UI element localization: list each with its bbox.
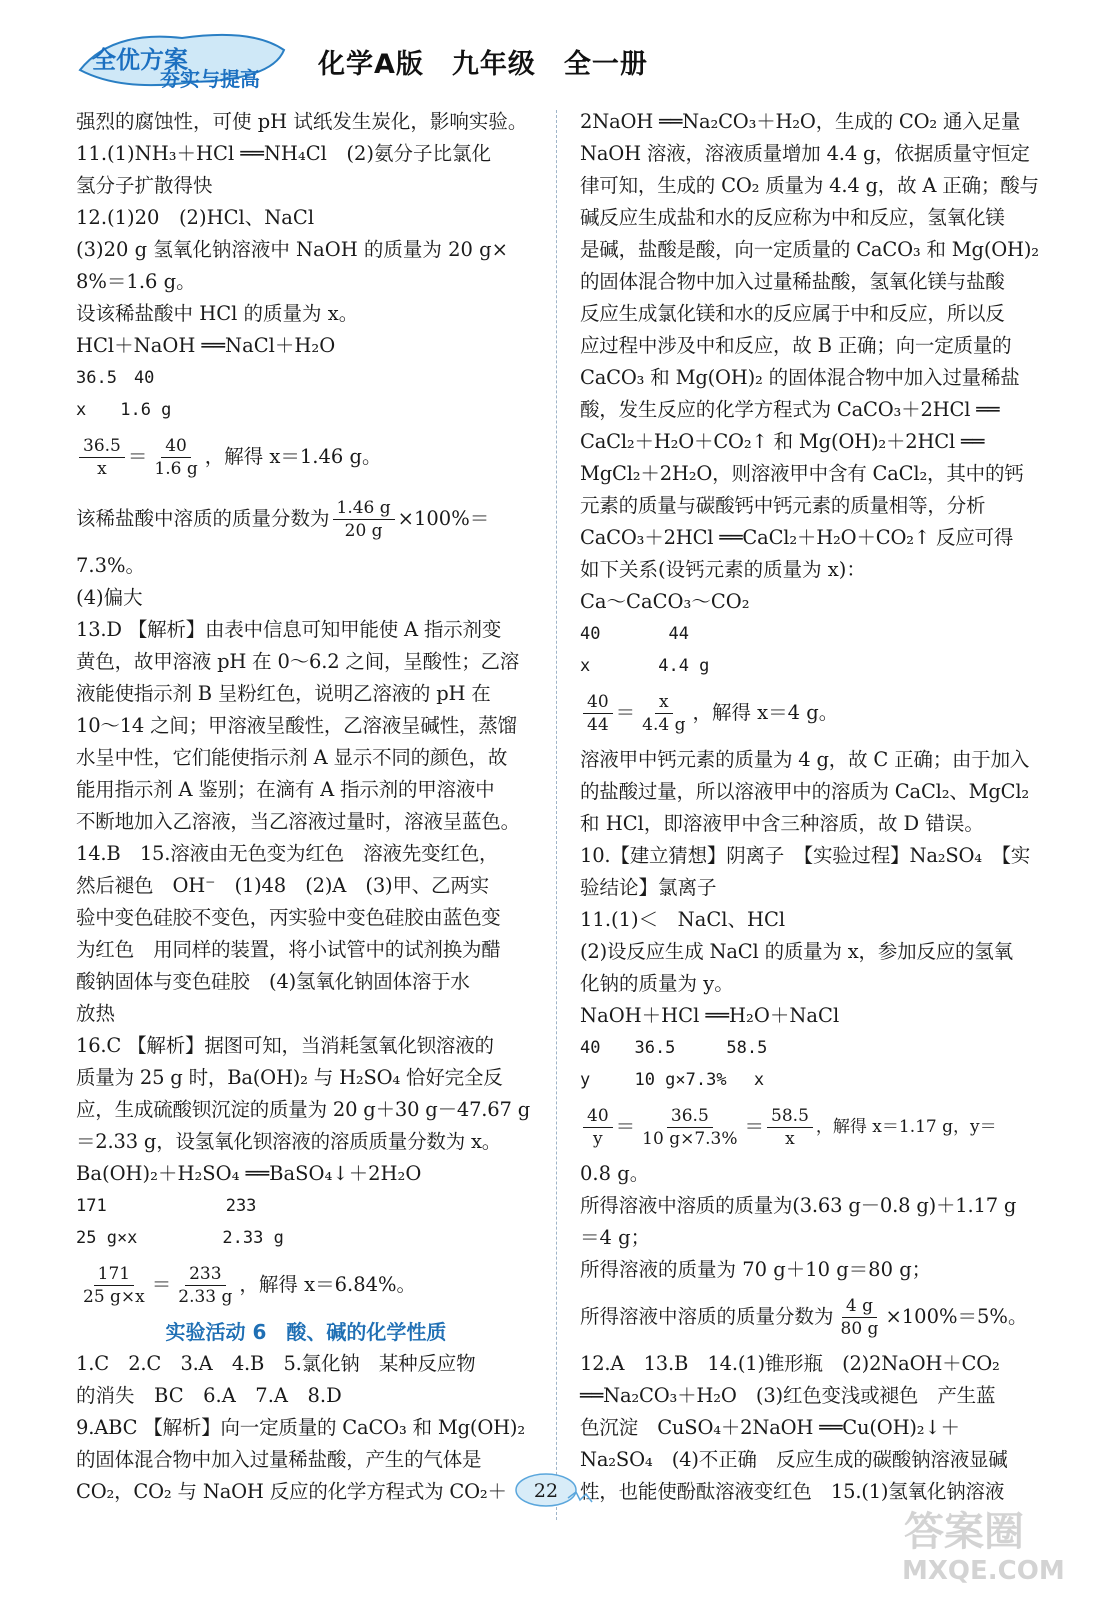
column-divider [556,110,557,1520]
text-line: 反应生成氯化镁和水的反应属于中和反应，所以反 [580,302,1005,325]
page-header [72,20,1032,100]
fraction: $\frac{58.5}{x}$ [767,1105,813,1150]
text-line: 能用指示剂 A 鉴别；在滴有 A 指示剂的甲溶液中 [76,778,495,801]
equation-line: x 4.4 g [580,656,710,676]
text-line: 10.【建立猜想】阴离子 【实验过程】Na₂SO₄ 【实 [580,844,1031,867]
series-logo [72,20,292,100]
equation-line: HCl＋NaOH ══NaCl＋H₂O [76,334,336,357]
text-line: 1.C 2.C 3.A 4.B 5.氯化钠 某种反应物 [76,1352,476,1375]
text-line: 的固体混合物中加入过量稀盐酸，产生的气体是 [76,1448,482,1471]
text-line: Na₂SO₄ (4)不正确 反应生成的碳酸钠溶液显碱 [580,1448,1008,1471]
page-number-cloud-icon [506,1468,596,1514]
fraction: $\frac{4 g}{80 g}$ [840,1295,879,1339]
text-line: 氢分子扩散得快 [76,174,213,197]
text-line: 液能使指示剂 B 呈粉红色，说明乙溶液的 pH 在 [76,682,491,705]
fraction: $\frac{40}{1.6 g}$ [154,435,198,479]
fraction-equation: $\frac{40}{44}$ ＝ $\frac{x}{4.4 g}$ ，解得 x＝4 g。 [580,682,1040,744]
text-line: 12.(1)20 (2)HCl、NaCl [76,206,315,229]
text-line: 质量为 25 g 时，Ba(OH)₂ 与 H₂SO₄ 恰好完全反 [76,1066,503,1089]
text-line: 8%＝1.6 g。 [76,270,196,293]
text-line: 酸钠固体与变色硅胶 (4)氢氧化钠固体溶于水 [76,970,470,993]
text-line: 12.A 13.B 14.(1)锥形瓶 (2)2NaOH＋CO₂ [580,1352,1000,1375]
fraction: $\frac{40}{y}$ [583,1105,613,1150]
text-line: 11.(1)＜ NaCl、HCl [580,908,786,931]
equation-line: y 10 g×7.3% x [580,1070,765,1090]
text-line: CaCl₂＋H₂O＋CO₂↑ 和 Mg(OH)₂＋2HCl ══ [580,430,985,453]
logo-line2: 夯实与提高 [160,67,260,91]
equation-line: 171 233 [76,1196,257,1216]
watermark [882,1500,1082,1592]
logo-banner-icon [72,20,292,100]
equation-line: 36.5 40 [76,368,155,388]
text-line: (3)20 g 氢氧化钠溶液中 NaOH 的质量为 20 g× [76,238,508,261]
text-line: NaOH 溶液，溶液质量增加 4.4 g，依据质量守恒定 [580,142,1030,165]
text-line: 应，生成硫酸钡沉淀的质量为 20 g＋30 g－47.67 g [76,1098,530,1121]
text-line: 色沉淀 CuSO₄＋2NaOH ══Cu(OH)₂↓＋ [580,1416,960,1439]
text-line: 性，也能使酚酞溶液变红色 15.(1)氢氧化钠溶液 [580,1480,1005,1503]
text-line: 为红色 用同样的装置，将小试管中的试剂换为醋 [76,938,501,961]
logo-line1: 全优方案 [92,46,188,74]
fraction-equation: $\frac{36.5}{x}$ ＝ $\frac{40}{1.6 g}$ ，解得 x＝1.46 g。 [76,426,536,488]
fraction: $\frac{233}{2.33 g}$ [178,1263,233,1307]
fraction: $\frac{171}{25 g\times x}$ [83,1263,145,1307]
text-line: MgCl₂＋2H₂O，则溶液甲中含有 CaCl₂，其中的钙 [580,462,1024,485]
fraction-equation: 该稀盐酸中溶质的质量分数为 $\frac{1.46 g}{20 g}$ ×100%＝ [76,497,490,541]
text-line: 是碱，盐酸是酸，向一定质量的 CaCO₃ 和 Mg(OH)₂ [580,238,1039,261]
text-line: 如下关系(设钙元素的质量为 x)： [580,558,866,581]
text-line: 13.D 【解析】由表中信息可知甲能使 A 指示剂变 [76,618,502,641]
text-line: 应过程中涉及中和反应，故 B 正确；向一定质量的 [580,334,1012,357]
text-line: 强烈的腐蚀性，可使 pH 试纸发生炭化，影响实验。 [76,110,528,133]
text-line: ══Na₂CO₃＋H₂O (3)红色变浅或褪色 产生蓝 [580,1384,996,1407]
text-line: 酸，发生反应的化学方程式为 CaCO₃＋2HCl ══ [580,398,1000,421]
left-column [76,106,536,1508]
right-column [580,106,1040,1508]
text-line: 水呈中性，它们能使指示剂 A 显示不同的颜色，故 [76,746,508,769]
text-line: 16.C 【解析】据图可知，当消耗氢氧化钡溶液的 [76,1034,494,1057]
text-line: CO₂，CO₂ 与 NaOH 反应的化学方程式为 CO₂＋ [76,1480,507,1503]
fraction: $\frac{36.5}{10 g\times 7.3\%}$ [642,1105,738,1149]
text-line: (4)偏大 [76,586,143,609]
text-line: 然后褪色 OH⁻ (1)48 (2)A (3)甲、乙两实 [76,874,489,897]
text-line: 设该稀盐酸中 HCl 的质量为 x。 [76,302,359,325]
text-line: 2NaOH ══Na₂CO₃＋H₂O，生成的 CO₂ 通入足量 [580,110,1021,133]
text-line: 7.3%。 [76,554,146,577]
text-line: 不断地加入乙溶液，当乙溶液过量时，溶液呈蓝色。 [76,810,520,833]
equation-line: NaOH＋HCl ══H₂O＋NaCl [580,1004,840,1027]
text-line: CaCO₃＋2HCl ══CaCl₂＋H₂O＋CO₂↑ 反应可得 [580,526,1014,549]
text-line: 和 HCl，即溶液甲中含三种溶质，故 D 错误。 [580,812,984,835]
fraction-equation: $\frac{171}{25 g\times x}$ ＝ $\frac{233}{2.33 g}$ ，解得 x＝6.84%。 [76,1254,536,1316]
text-line: 10～14 之间；甲溶液呈酸性，乙溶液呈碱性，蒸馏 [76,714,517,737]
text-line: 律可知，生成的 CO₂ 质量为 4.4 g，故 A 正确；酸与 [580,174,1039,197]
text-line: 的固体混合物中加入过量稀盐酸，氢氧化镁与盐酸 [580,270,1005,293]
text-line: 元素的质量与碳酸钙中钙元素的质量相等，分析 [580,494,986,517]
fraction-equation: $\frac{40}{y}$ ＝ $\frac{36.5}{10 g\times 7.3\%}$ ＝ $\frac{58.5}{x}$ ，解得 x＝1.17 g，y＝ [580,1096,1040,1158]
fraction-equation: 所得溶液中溶质的质量分数为 $\frac{4 g}{80 g}$ ×100%＝5%。 [580,1295,1028,1339]
fraction: $\frac{36.5}{x}$ [79,435,125,480]
fraction: $\frac{1.46 g}{20 g}$ [333,497,395,542]
equation-line: 40 36.5 58.5 [580,1038,768,1058]
text-line: 9.ABC 【解析】向一定质量的 CaCO₃ 和 Mg(OH)₂ [76,1416,525,1439]
page-number-badge [506,1468,596,1514]
equation-line: 25 g×x 2.33 g [76,1228,284,1248]
text-line: ＝4 g； [580,1226,651,1249]
section-title: 实验活动 6 酸、碱的化学性质 [165,1320,447,1344]
text-line: 14.B 15.溶液由无色变为红色 溶液先变红色， [76,842,499,865]
text-line: 溶液甲中钙元素的质量为 4 g，故 C 正确；由于加入 [580,748,1030,771]
text-line: 碱反应生成盐和水的反应称为中和反应，氢氧化镁 [580,206,1005,229]
text-line: 放热 [76,1002,116,1025]
text-line: 所得溶液的质量为 70 g＋10 g＝80 g； [580,1258,932,1281]
equation-line: x 1.6 g [76,400,172,420]
fraction: $\frac{x}{4.4 g}$ [642,691,686,735]
text-line: (2)设反应生成 NaCl 的质量为 x，参加反应的氢氧 [580,940,1013,963]
equation-line: 40 44 [580,624,689,644]
text-line: ＝2.33 g，设氢氧化钡溶液的溶质质量分数为 x。 [76,1130,502,1153]
equation-line: Ba(OH)₂＋H₂SO₄ ══BaSO₄↓＋2H₂O [76,1162,422,1185]
text-line: 的消失 BC 6.A 7.A 8.D [76,1384,342,1407]
fraction: $\frac{40}{44}$ [583,691,613,736]
text-line: 验结论】氯离子 [580,876,717,899]
text-line: 所得溶液中溶质的质量为(3.63 g－0.8 g)＋1.17 g [580,1194,1017,1217]
text-line: 11.(1)NH₃＋HCl ══NH₄Cl (2)氨分子比氯化 [76,142,492,165]
text-line: 的盐酸过量，所以溶液甲中的溶质为 CaCl₂、MgCl₂ [580,780,1030,803]
book-title: 化学A版 九年级 全一册 [318,49,648,80]
equation-line: Ca～CaCO₃～CO₂ [580,590,750,613]
watermark-url: MXQE.COM [902,1556,1065,1586]
watermark-text: 答案圈 [904,1509,1024,1555]
page-number: 22 [533,1480,559,1502]
text-line: 验中变色硅胶不变色，丙实验中变色硅胶由蓝色变 [76,906,501,929]
text-line: CaCO₃ 和 Mg(OH)₂ 的固体混合物中加入过量稀盐 [580,366,1020,389]
text-line: 黄色，故甲溶液 pH 在 0～6.2 之间，呈酸性；乙溶 [76,650,520,673]
text-line: 0.8 g。 [580,1162,650,1185]
text-line: 化钠的质量为 y。 [580,972,734,995]
